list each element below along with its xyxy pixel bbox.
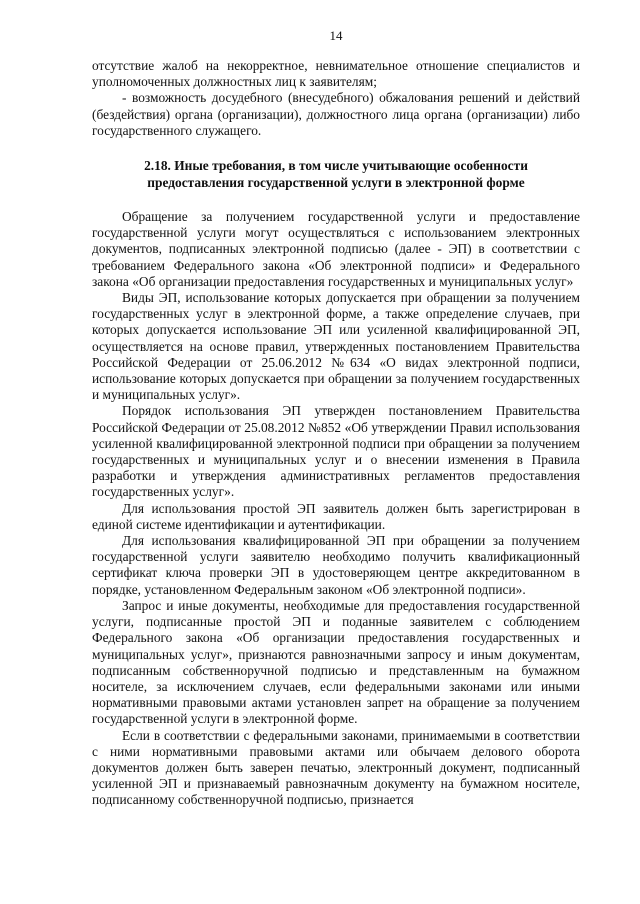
section-title-line-1: 2.18. Иные требования, в том числе учитывающие особенности (144, 158, 528, 174)
document-page (92, 28, 580, 809)
paragraph-3: Порядок использования ЭП утвержден постановлением Правительства Российской Федерации от 25.08.2012 №852 «Об утверждении Правил использования усиленной квалифицированной электронной подписи при обращении за получением государственных и муниципальных услуг и о внесении изменения в Правила разработки и утверждения административных регламентов предоставления государственных услуг». (92, 403, 580, 500)
paragraph-6: Запрос и иные документы, необходимые для предоставления государственной услуги, подписанные простой ЭП и поданные заявителем с соблюдением Федерального закона «Об организации предоставления государственных и муниципальных услуг», признаются равнозначными запросу и иным документам, подписанным собственноручной подписью и представленным на бумажном носителе, за исключением случаев, если федеральными законами или иными нормативными правовыми актами установлен запрет на обращение за получением государственной услуги в электронной форме. (92, 597, 580, 727)
paragraph-5: Для использования квалифицированной ЭП при обращении за получением государственной услуги заявителю необходимо получить квалификационный сертификат ключа проверки ЭП в удостоверяющем центре аккредитованном в порядке, установленном Федеральным законом «Об электронной подписи». (92, 533, 580, 597)
paragraph-1: Обращение за получением государственной услуги и предоставление государственной услуги могут осуществляться с использованием электронных документов, подписанных электронной подписью (далее - ЭП) в соответствии с требованием Федерального закона «Об электронной подписи» и Федерального закона «Об организации предоставления государственных и муниципальных услуг» (92, 209, 580, 289)
paragraph-2: Виды ЭП, использование которых допускается при обращении за получением государственных услуг в электронной форме, а также определение случаев, при которых допускается использование ЭП или усиленной квалифицированной ЭП, осуществляется на основе правил, утвержденных постановлением Правительства Российской Федерации от 25.06.2012 №634 «О видах электронной подписи, использование которых допускается при обращении за получением государственных и муниципальных услуг». (92, 290, 580, 403)
intro-paragraph-1: отсутствие жалоб на некорректное, невнимательное отношение специалистов и уполномоченных должностных лиц к заявителям; (92, 58, 580, 90)
section-title-line-2: предоставления государственной услуги в электронной форме (147, 174, 525, 190)
intro-paragraph-2: - возможность досудебного (внесудебного) обжалования решений и действий (бездействия) органа (организации), должностного лица органа (организации) либо государственного служащего. (92, 90, 580, 138)
section-title (92, 158, 580, 191)
paragraph-7: Если в соответствии с федеральными законами, принимаемыми в соответствии с ними нормативными правовыми актами или обычаем делового оборота документов должен быть заверен печатью, электронный документ, подписанный усиленной ЭП и признаваемый равнозначным документу на бумажном носителе, подписанному собственноручной подписью, признается (92, 727, 580, 808)
paragraph-4: Для использования простой ЭП заявитель должен быть зарегистрирован в единой системе идентификации и аутентификации. (92, 500, 580, 532)
page-number: 14 (329, 28, 343, 43)
